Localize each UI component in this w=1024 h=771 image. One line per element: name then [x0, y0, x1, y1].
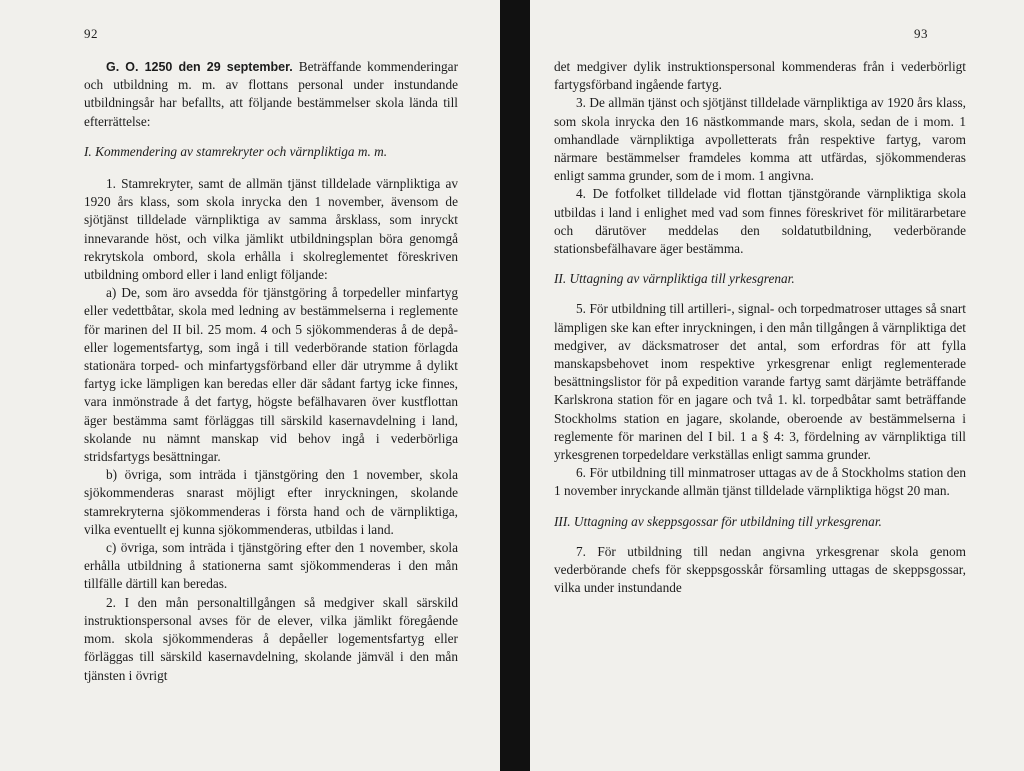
section-heading-3: III. Uttagning av skeppsgossar för utbildning till yrkesgrenar. — [554, 513, 882, 529]
continuation-text: det medgiver dylik instruktionspersonal kommenderas från i vederbörligt fartygsförband ingående fartyg. — [554, 59, 966, 93]
page-number-right: 93 — [914, 26, 928, 41]
section-heading-1: I. Kommendering av stamrekryter och värnpliktiga m. m. — [84, 143, 388, 159]
paragraph-1: 1. Stamrekryter, samt de allmän tjänst tilldelade värnpliktiga av 1920 års klass, som skola inrycka den 1 november, ävensom de sjötjänst tilldelade värnpliktiga av samma årsklass, som inryckt innevarande höst, och vilka jämlikt utbildningsplan böra genomgå rekrytskola ombord, skola erhålla i skolreglementet föreskriven utbildning ombord eller i land enligt följande: — [84, 176, 458, 283]
section-heading-2: II. Uttagning av värnpliktiga till yrkesgrenar. — [554, 271, 795, 287]
paragraph-2: 2. I den mån personaltillgången så medgiver skall särskild instruktionspersonal avses för de elever, vilka jämlikt föregående mom. skola sjökommenderas å depåeller logementsfartyg eller förläggas till särskild kasernavdelning, skolande jämväl i den mån tjänsten i övrigt — [84, 594, 458, 683]
order-reference: G. O. 1250 den 29 september. — [106, 60, 293, 74]
paragraph-7: 7. För utbildning till nedan angivna yrkesgrenar skola genom vederbörande chefs för skeppsgosskår församling uttagas de skeppsgossar, vilka under instundande — [554, 543, 966, 596]
paragraph-1b: b) övriga, som inträda i tjänstgöring den 1 november, skola sjökommenderas snarast möjligt efter inryckningen, skolande stamrekryterna sjökommenderas i första hand och de värnpliktiga, vilka eventuellt ej kunna sjökommenderas, utbildas i land. — [84, 467, 458, 537]
paragraph-1c: c) övriga, som inträda i tjänstgöring efter den 1 november, skola erhålla utbildning å stationerna samt sjökommenderas i den mån tillfälle därtill kan beredas. — [84, 540, 458, 592]
right-column — [554, 58, 966, 597]
paragraph-1a: a) De, som äro avsedda för tjänstgöring å torpedeller minfartyg eller vedettbåtar, skola med ledning av bestämmelserna i reglemente för marinen del II bil. 25 mom. 4 och 5 sjökommenderas å de depå- eller logementsfartyg, som ingå i till vederbörande station förlagda stationära torped- och minfartygsförband eller där utrymme å dylikt fartyg icke lämpligen kan beredas eller där sådant fartyg icke finnes, vara inmönstrade å det fartyg, högste befälhavaren över kustflottan äger bestämma samt förläggas till särskild kasernavdelning i land, skolande nu nämnt manskap vid behov ingå i vederbörliga stridsfartygs besättningar. — [84, 285, 458, 465]
left-page — [0, 0, 500, 771]
left-column — [84, 58, 458, 685]
paragraph-6: 6. För utbildning till minmatroser uttagas av de å Stockholms station den 1 november inryckande allmän tjänst tilldelade värnpliktiga högst 20 man. — [554, 465, 966, 499]
right-page — [530, 0, 1024, 771]
intro-text: Beträffande kommenderingar och utbildning m. m. av flottans personal under instundande utbildningsår har befallts, att följande bestämmelser skola lända till efterrättelse: — [84, 59, 458, 129]
paragraph-3: 3. De allmän tjänst och sjötjänst tilldelade värnpliktiga av 1920 års klass, som skola inrycka den 16 nästkommande mars, skola, sedan de i mom. 1 omhandlade värnpliktiga avpolletterats från respektive fartyg, varom närmare bestämmelser framdeles komma att utfärdas, sjökommenderas enligt samma grunder, som de i mom. 1 angivna. — [554, 95, 966, 184]
paragraph-5: 5. För utbildning till artilleri-, signal- och torpedmatroser uttages så snart lämpligen ske kan efter inryckningen, i den mån tillgången å värnpliktiga det medgiver, av däcksmatroser det antal, som erfordras för att fylla manskapsbehovet inom respektive yrkesgrenar enligt reglementerade besättningslistor för på expedition varande fartyg samt därjämte beträffande Karlskrona station för en jagare och två 1. kl. torpedbåtar samt beträffande Stockholms station en jagare, skolande, oberoende av bestämmelserna i reglemente för marinen del I bil. 1 a § 4: 3, fördelning av värnpliktiga till yrkesgrenen torpedeldare verkställas enligt samma grunder. — [554, 301, 966, 463]
paragraph-4: 4. De fotfolket tilldelade vid flottan tjänstgörande värnpliktiga skola utbildas i land i enlighet med vad som finnes föreskrivet för militärarbetare och därutöver meddelas den soldatutbildning, vederbörande stationsbefälhavare äger bestämma. — [554, 186, 966, 257]
intro-paragraph — [84, 58, 458, 131]
page-number-left: 92 — [84, 26, 98, 41]
